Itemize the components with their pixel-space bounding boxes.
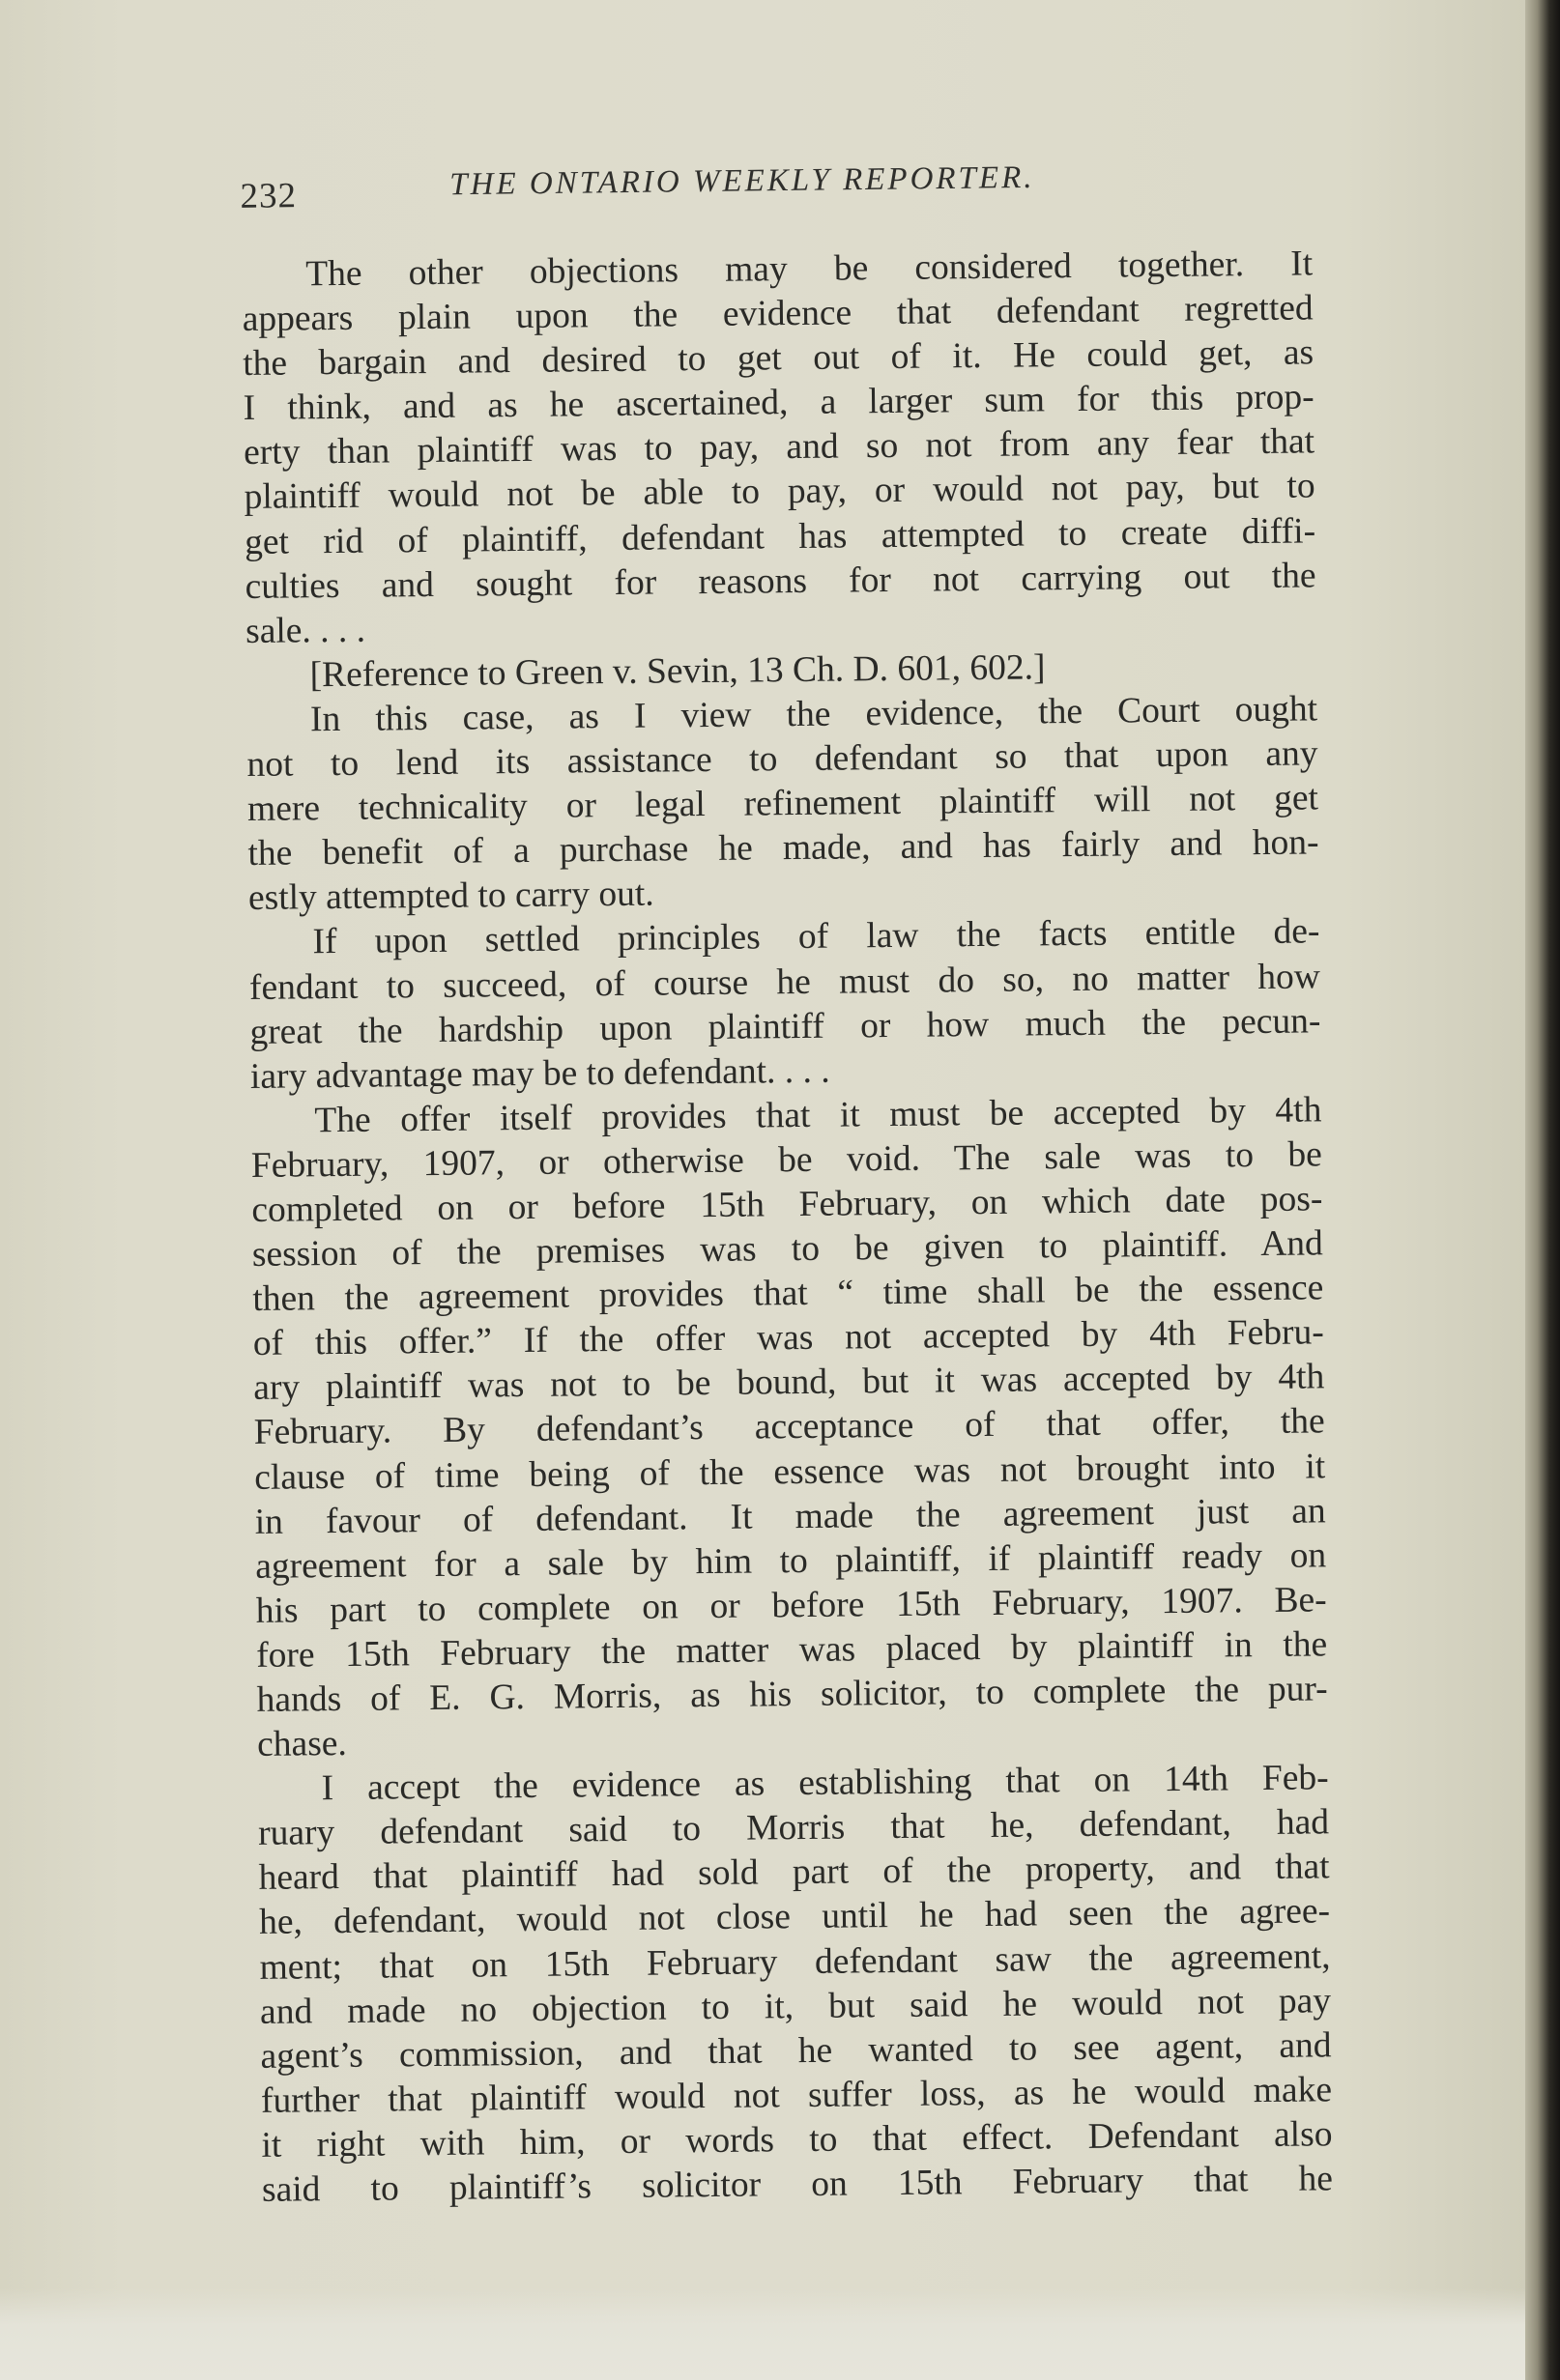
text-line: he, defendant, would not close until he had seen the agree-	[258, 1891, 1331, 1943]
text-line: great the hardship upon plaintiff or how much the pecun-	[249, 1000, 1321, 1052]
text-line: the bargain and desired to get out of it. He could get, as	[242, 332, 1314, 385]
text-line: February. By defendant’s acceptance of that offer, the	[253, 1401, 1325, 1453]
text-line: The offer itself provides that it must be accepted by 4th	[314, 1090, 1322, 1141]
text-line: said to plaintiff’s solicitor on 15th February that he	[261, 2159, 1334, 2210]
text-line: I think, and as he ascertained, a larger sum for this prop-	[243, 377, 1314, 429]
text-line: of this offer.” If the offer was not accepted by 4th Febru-	[252, 1312, 1324, 1364]
text-line: I accept the evidence as establishing that on 14th Feb-	[321, 1758, 1329, 1809]
text-line: completed on or before 15th February, on which date pos-	[251, 1179, 1323, 1230]
text-line: [Reference to Green v. Sevin, 13 Ch. D. 601, 602.]	[309, 647, 1046, 696]
text-line: fendant to succeed, of course he must do so, no matter how	[248, 956, 1321, 1008]
text-line: ment; that on 15th February defendant saw the agreement,	[259, 1936, 1331, 1988]
text-line: agent’s commission, and that he wanted to see agent, and	[260, 2025, 1332, 2077]
text-line: chase.	[256, 1724, 348, 1765]
text-line: in favour of defendant. It made the agreement just an	[254, 1490, 1326, 1542]
text-line: plaintiff would not be able to pay, or would not pay, but to	[244, 466, 1315, 518]
text-line: it right with him, or words to that effect. Defendant also	[261, 2114, 1333, 2165]
body-text	[242, 242, 1333, 2213]
text-line: iary advantage may be to defendant. . . .	[249, 1050, 830, 1097]
text-line: and made no objection to it, but said he would not pay	[259, 1980, 1332, 2032]
text-line: further that plaintiff would not suffer loss, as he would make	[260, 2070, 1333, 2121]
text-line: The other objections may be considered together. It	[305, 244, 1314, 295]
text-line: then the agreement provides that “ time shall be the essence	[252, 1268, 1324, 1320]
text-line: session of the premises was to be given to plaintiff. And	[251, 1223, 1324, 1276]
book-spine-edge	[1525, 0, 1560, 2380]
text-line: clause of time being of the essence was not brought into it	[254, 1446, 1326, 1498]
text-line: If upon settled principles of law the facts entitle de-	[312, 911, 1320, 962]
text-line: ruary defendant said to Morris that he, defendant, had	[257, 1802, 1330, 1854]
text-line: the benefit of a purchase he made, and has fairly and hon-	[247, 822, 1319, 875]
page-bottom-margin	[0, 2288, 1525, 2380]
text-line: mere technicality or legal refinement plaintiff will not get	[246, 778, 1319, 830]
text-line: erty than plaintiff was to pay, and so not from any fear that	[243, 421, 1315, 473]
running-head: THE ONTARIO WEEKLY REPORTER.	[449, 159, 1035, 203]
page-header	[232, 152, 1122, 220]
page-number: 232	[240, 176, 298, 216]
text-line: appears plain upon the evidence that defendant regretted	[242, 288, 1314, 340]
text-line: not to lend its assistance to defendant so that upon any	[246, 733, 1318, 786]
text-line: culties and sought for reasons for not carrying out the	[245, 556, 1316, 607]
text-line: hands of E. G. Morris, as his solicitor, to complete the pur-	[256, 1669, 1328, 1720]
text-line: heard that plaintiff had sold part of the property, and that	[258, 1847, 1330, 1899]
text-line: get rid of plaintiff, defendant has attempted to create diffi-	[244, 510, 1316, 562]
text-line: sale. . . .	[245, 610, 366, 651]
text-line: his part to complete on or before 15th February, 1907. Be-	[255, 1580, 1327, 1631]
text-line: estly attempted to carry out.	[247, 874, 654, 919]
text-line: fore 15th February the matter was placed by plaintiff in the	[255, 1624, 1328, 1676]
text-line: February, 1907, or otherwise be void. The sale was to be	[250, 1134, 1323, 1186]
text-line: agreement for a sale by him to plaintiff, if plaintiff ready on	[255, 1535, 1327, 1587]
text-line: In this case, as I view the evidence, the Court ought	[309, 689, 1318, 740]
text-line: ary plaintiff was not to be bound, but it was accepted by 4th	[253, 1357, 1325, 1409]
